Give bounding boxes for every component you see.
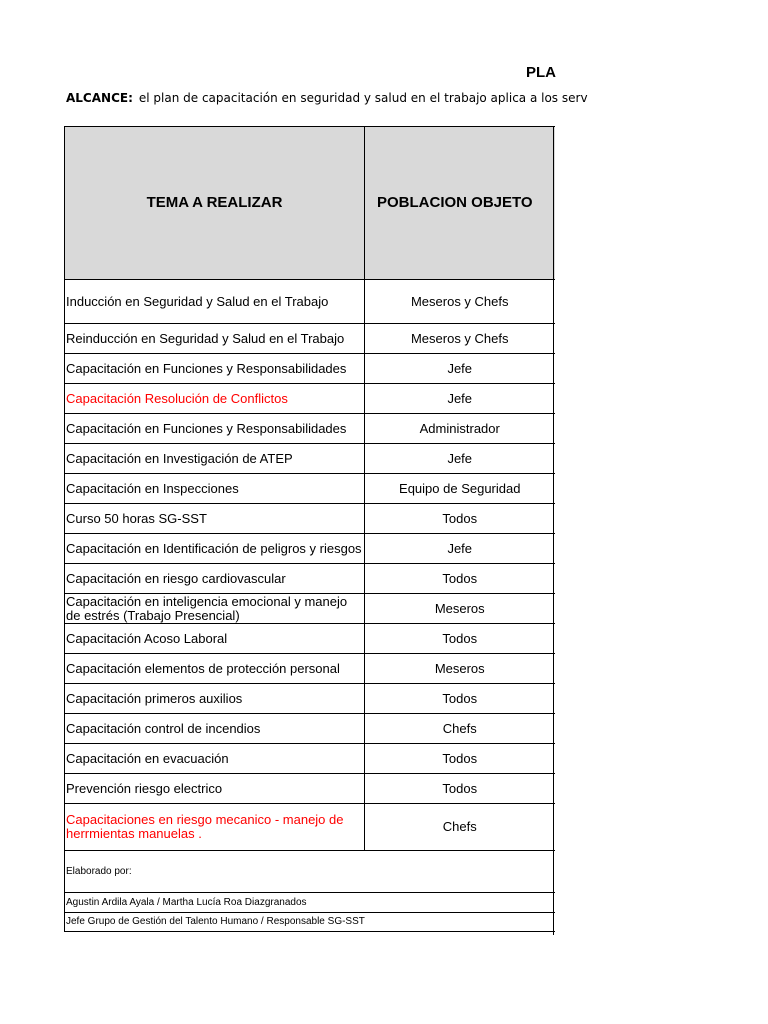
table-row <box>65 324 555 354</box>
topic-cell: Inducción en Seguridad y Salud en el Trabajo <box>65 280 365 324</box>
population-cell: Todos <box>365 744 555 774</box>
page-title: PLA <box>526 64 556 81</box>
topic-cell: Capacitación control de incendios <box>65 714 365 744</box>
population-cell: Meseros <box>365 594 555 624</box>
population-cell: Meseros <box>365 654 555 684</box>
population-cell: Equipo de Seguridad <box>365 474 555 504</box>
topic-cell: Capacitación en Investigación de ATEP <box>65 444 365 474</box>
footer-row <box>65 851 555 893</box>
table-row <box>65 444 555 474</box>
population-cell: Meseros y Chefs <box>365 280 555 324</box>
sheet-right-edge <box>553 126 554 935</box>
prepared-by-roles: Jefe Grupo de Gestión del Talento Humano / Responsable SG-SST <box>65 913 555 932</box>
population-cell: Jefe <box>365 354 555 384</box>
topic-cell: Capacitación en evacuación <box>65 744 365 774</box>
topic-cell: Curso 50 horas SG-SST <box>65 504 365 534</box>
prepared-by-label: Elaborado por: <box>65 851 555 893</box>
table-header-row <box>65 127 555 280</box>
table-row <box>65 714 555 744</box>
topic-cell: Reinducción en Seguridad y Salud en el Trabajo <box>65 324 365 354</box>
population-cell: Meseros y Chefs <box>365 324 555 354</box>
topic-cell: Capacitación Acoso Laboral <box>65 624 365 654</box>
population-cell: Todos <box>365 504 555 534</box>
table-row <box>65 804 555 851</box>
header-topic: TEMA A REALIZAR <box>65 127 365 280</box>
population-cell: Chefs <box>365 804 555 851</box>
scope-statement <box>66 91 588 105</box>
topic-cell: Capacitación elementos de protección personal <box>65 654 365 684</box>
population-cell: Todos <box>365 774 555 804</box>
table-row <box>65 504 555 534</box>
training-plan-table <box>64 126 555 932</box>
population-cell: Jefe <box>365 444 555 474</box>
topic-cell: Prevención riesgo electrico <box>65 774 365 804</box>
footer-row <box>65 893 555 913</box>
topic-cell: Capacitación Resolución de Conflictos <box>65 384 365 414</box>
topic-cell: Capacitación en Inspecciones <box>65 474 365 504</box>
scope-label: ALCANCE: <box>66 91 133 105</box>
header-population: POBLACION OBJETO <box>365 127 555 280</box>
population-cell: Todos <box>365 564 555 594</box>
table-row <box>65 384 555 414</box>
table-row <box>65 774 555 804</box>
table-row <box>65 594 555 624</box>
topic-cell: Capacitación en Funciones y Responsabilidades <box>65 414 365 444</box>
table-row <box>65 654 555 684</box>
table-row <box>65 354 555 384</box>
table-row <box>65 280 555 324</box>
topic-cell: Capacitación en riesgo cardiovascular <box>65 564 365 594</box>
table-row <box>65 744 555 774</box>
scope-text: el plan de capacitación en seguridad y salud en el trabajo aplica a los serv <box>138 91 588 105</box>
table-row <box>65 534 555 564</box>
table-row <box>65 684 555 714</box>
topic-cell: Capacitación en Funciones y Responsabilidades <box>65 354 365 384</box>
footer-row <box>65 913 555 932</box>
population-cell: Jefe <box>365 384 555 414</box>
topic-cell: Capacitación en inteligencia emocional y manejo de estrés (Trabajo Presencial) <box>65 594 365 624</box>
population-cell: Jefe <box>365 534 555 564</box>
topic-cell: Capacitaciones en riesgo mecanico - manejo de herrmientas manuelas . <box>65 804 365 851</box>
prepared-by-names: Agustin Ardila Ayala / Martha Lucía Roa Diazgranados <box>65 893 555 913</box>
population-cell: Chefs <box>365 714 555 744</box>
topic-cell: Capacitación en Identificación de peligros y riesgos <box>65 534 365 564</box>
population-cell: Todos <box>365 624 555 654</box>
table-row <box>65 564 555 594</box>
table-row <box>65 624 555 654</box>
table-row <box>65 474 555 504</box>
population-cell: Administrador <box>365 414 555 444</box>
table-row <box>65 414 555 444</box>
topic-cell: Capacitación primeros auxilios <box>65 684 365 714</box>
population-cell: Todos <box>365 684 555 714</box>
